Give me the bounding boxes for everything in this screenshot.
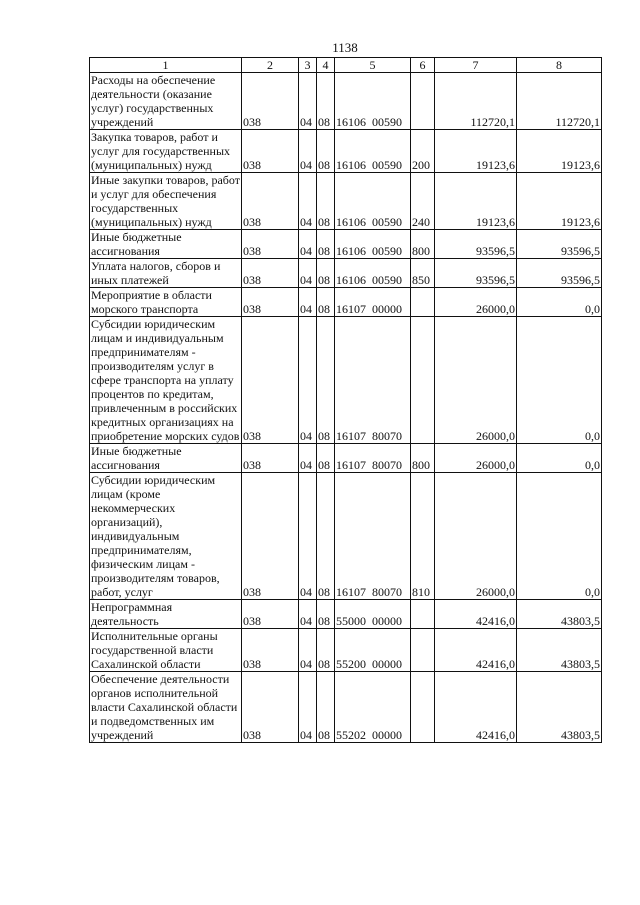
amount-col8: 43803,5 <box>517 672 602 743</box>
amount-col8: 93596,5 <box>517 230 602 259</box>
amount-col7: 26000,0 <box>435 317 517 444</box>
column-header: 3 <box>299 58 317 73</box>
item-name: Субсидии юридическим лицам (кроме некоммерческих организаций), индивидуальным предпринимателям, физическим лицам - производителям товаров, работ, услуг <box>90 473 242 600</box>
column-header: 8 <box>517 58 602 73</box>
budget-table <box>89 57 602 743</box>
subsection-code: 08 <box>317 672 335 743</box>
amount-col7: 112720,1 <box>435 73 517 130</box>
target-article-code: 55202 00000 <box>335 672 411 743</box>
amount-col7: 42416,0 <box>435 600 517 629</box>
ministry-code: 038 <box>242 173 299 230</box>
item-name: Иные бюджетные ассигнования <box>90 444 242 473</box>
target-article-code: 16107 80070 <box>335 444 411 473</box>
table-row <box>90 230 602 259</box>
column-header: 6 <box>411 58 435 73</box>
target-article-code: 16107 80070 <box>335 473 411 600</box>
subsection-code: 08 <box>317 230 335 259</box>
expense-type-code: 800 <box>411 444 435 473</box>
expense-type-code: 850 <box>411 259 435 288</box>
table-row <box>90 317 602 444</box>
table-row <box>90 629 602 672</box>
column-header: 7 <box>435 58 517 73</box>
subsection-code: 08 <box>317 444 335 473</box>
amount-col8: 43803,5 <box>517 600 602 629</box>
target-article-code: 55200 00000 <box>335 629 411 672</box>
ministry-code: 038 <box>242 473 299 600</box>
section-code: 04 <box>299 473 317 600</box>
column-header: 2 <box>242 58 299 73</box>
section-code: 04 <box>299 629 317 672</box>
header-row <box>90 58 602 73</box>
section-code: 04 <box>299 288 317 317</box>
item-name: Закупка товаров, работ и услуг для государственных (муниципальных) нужд <box>90 130 242 173</box>
target-article-code: 16106 00590 <box>335 73 411 130</box>
table-row <box>90 130 602 173</box>
amount-col7: 26000,0 <box>435 288 517 317</box>
item-name: Мероприятие в области морского транспорта <box>90 288 242 317</box>
item-name: Субсидии юридическим лицам и индивидуальным предпринимателям - производителям услуг в сфере транспорта на уплату процентов по кредитам, привлеченным в российских кредитных организациях на приобретение морских судов <box>90 317 242 444</box>
subsection-code: 08 <box>317 130 335 173</box>
expense-type-code <box>411 672 435 743</box>
amount-col7: 19123,6 <box>435 173 517 230</box>
expense-type-code <box>411 73 435 130</box>
ministry-code: 038 <box>242 259 299 288</box>
amount-col8: 0,0 <box>517 288 602 317</box>
table-row <box>90 173 602 230</box>
amount-col7: 42416,0 <box>435 672 517 743</box>
item-name: Уплата налогов, сборов и иных платежей <box>90 259 242 288</box>
section-code: 04 <box>299 259 317 288</box>
ministry-code: 038 <box>242 600 299 629</box>
amount-col7: 26000,0 <box>435 473 517 600</box>
amount-col8: 0,0 <box>517 473 602 600</box>
target-article-code: 16107 00000 <box>335 288 411 317</box>
item-name: Исполнительные органы государственной власти Сахалинской области <box>90 629 242 672</box>
expense-type-code <box>411 317 435 444</box>
item-name: Непрограммная деятельность <box>90 600 242 629</box>
item-name: Расходы на обеспечение деятельности (оказание услуг) государственных учреждений <box>90 73 242 130</box>
subsection-code: 08 <box>317 629 335 672</box>
amount-col7: 26000,0 <box>435 444 517 473</box>
ministry-code: 038 <box>242 672 299 743</box>
amount-col7: 93596,5 <box>435 230 517 259</box>
target-article-code: 16106 00590 <box>335 130 411 173</box>
item-name: Иные бюджетные ассигнования <box>90 230 242 259</box>
ministry-code: 038 <box>242 130 299 173</box>
ministry-code: 038 <box>242 230 299 259</box>
expense-type-code <box>411 288 435 317</box>
ministry-code: 038 <box>242 629 299 672</box>
amount-col7: 93596,5 <box>435 259 517 288</box>
expense-type-code: 200 <box>411 130 435 173</box>
amount-col7: 19123,6 <box>435 130 517 173</box>
ministry-code: 038 <box>242 444 299 473</box>
expense-type-code: 810 <box>411 473 435 600</box>
table-row <box>90 600 602 629</box>
amount-col8: 19123,6 <box>517 130 602 173</box>
section-code: 04 <box>299 317 317 444</box>
subsection-code: 08 <box>317 473 335 600</box>
column-header: 4 <box>317 58 335 73</box>
expense-type-code: 240 <box>411 173 435 230</box>
table-row <box>90 444 602 473</box>
amount-col8: 43803,5 <box>517 629 602 672</box>
amount-col8: 93596,5 <box>517 259 602 288</box>
amount-col8: 0,0 <box>517 444 602 473</box>
item-name: Обеспечение деятельности органов исполнительной власти Сахалинской области и подведомственных им учреждений <box>90 672 242 743</box>
target-article-code: 16106 00590 <box>335 173 411 230</box>
ministry-code: 038 <box>242 288 299 317</box>
subsection-code: 08 <box>317 259 335 288</box>
table-row <box>90 672 602 743</box>
section-code: 04 <box>299 73 317 130</box>
expense-type-code: 800 <box>411 230 435 259</box>
table-row <box>90 73 602 130</box>
amount-col7: 42416,0 <box>435 629 517 672</box>
section-code: 04 <box>299 130 317 173</box>
target-article-code: 55000 00000 <box>335 600 411 629</box>
target-article-code: 16107 80070 <box>335 317 411 444</box>
table-row <box>90 473 602 600</box>
item-name: Иные закупки товаров, работ и услуг для обеспечения государственных (муниципальных) нужд <box>91 173 240 229</box>
subsection-code: 08 <box>317 173 335 230</box>
section-code: 04 <box>299 173 317 230</box>
subsection-code: 08 <box>317 317 335 444</box>
ministry-code: 038 <box>242 317 299 444</box>
subsection-code: 08 <box>317 288 335 317</box>
target-article-code: 16106 00590 <box>335 259 411 288</box>
table-row <box>90 259 602 288</box>
section-code: 04 <box>299 600 317 629</box>
page-number: 1138 <box>332 40 358 55</box>
section-code: 04 <box>299 230 317 259</box>
column-header: 1 <box>90 58 242 73</box>
section-code: 04 <box>299 672 317 743</box>
amount-col8: 112720,1 <box>517 73 602 130</box>
target-article-code: 16106 00590 <box>335 230 411 259</box>
column-header: 5 <box>335 58 411 73</box>
subsection-code: 08 <box>317 73 335 130</box>
subsection-code: 08 <box>317 600 335 629</box>
expense-type-code <box>411 629 435 672</box>
table-row <box>90 288 602 317</box>
expense-type-code <box>411 600 435 629</box>
amount-col8: 0,0 <box>517 317 602 444</box>
amount-col8: 19123,6 <box>517 173 602 230</box>
ministry-code: 038 <box>242 73 299 130</box>
section-code: 04 <box>299 444 317 473</box>
